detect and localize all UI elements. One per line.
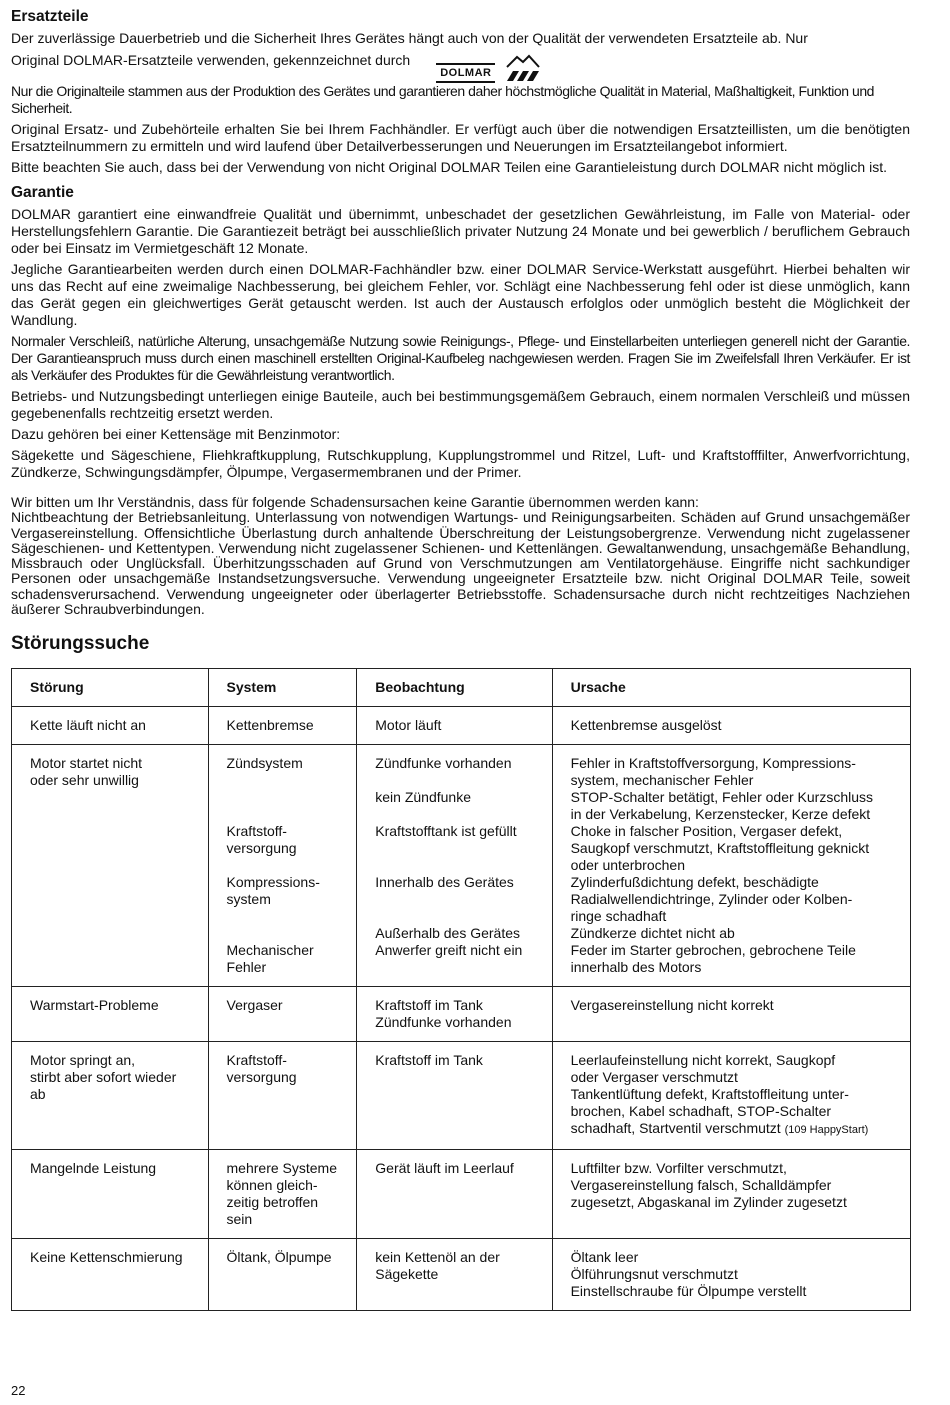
dolmar-logo-text: DOLMAR [436,63,495,83]
troubleshooting-table [11,668,911,1311]
table-row [12,707,911,745]
ersatzteile-paragraph-3: Original Ersatz- und Zubehörteile erhalten Sie bei Ihrem Fachhändler. Er verfügt auch über die notwendigen Ersatzteillisten, um die benötigten Ersatzteilnummern zu ermitteln und wird laufend über Detailverbesserungen und Neuerungen im Ersatzteilangebot informiert. [11,121,910,154]
row1-beobachtung: Motor läuft [375,717,442,734]
ersatzteile-paragraph-4: Bitte beachten Sie auch, dass bei der Verwendung von nicht Original DOLMAR Teilen eine Garantieleistung durch DOLMAR nicht möglich ist. [11,159,887,175]
garantie-paragraph-2: Jegliche Garantiearbeiten werden durch einen DOLMAR-Fachhändler bzw. einer DOLMAR Service-Werkstatt ausgeführt. Hierbei behalten wir uns das Recht auf eine zweimalige Nachbesserung, bei gleichem Fehler, vor. Schlägt eine Nachbesserung fehl oder ist diese unmöglich, kann das Gerät gegen ein gleichwertiges Gerät getauscht werden. Ist auch der Austausch erfolglos oder unmöglich besteht die Möglichkeit der Wandlung. [11,261,910,328]
table-row [12,1150,911,1239]
row3-system: Vergaser [226,997,283,1014]
row5-stoerung: Mangelnde Leistung [30,1160,157,1177]
garantie-paragraph-5: Dazu gehören bei einer Kettensäge mit Benzinmotor: [11,426,341,442]
header-system: System [208,669,357,707]
header-ursache: Ursache [552,669,910,707]
ersatzteile-paragraph-2: Nur die Originalteile stammen aus der Produktion des Gerätes und garantieren daher höchstmögliche Qualität in Material, Maßhaltigkeit, Funktion und Sicherheit. [11,83,875,116]
header-stoerung: Störung [12,669,209,707]
dolmar-logo [436,49,541,83]
garantie-paragraph-1: DOLMAR garantiert eine einwandfreie Qualität und übernimmt, unbeschadet der gesetzlichen Gewährleistung, im Falle von Material- oder Herstellungsfehlern Garantie. Die Garantiezeit beträgt bei ausschließlich privater Nutzung 24 Monate und bei gewerblich / beruflichem Gebrauch oder bei Einsatz im Vermietgeschäft 12 Monate. [11,206,910,256]
row2-ursache: Fehler in Kraftstoffversorgung, Kompressions- system, mechanischer Fehler STOP-Schalter betätigt, Fehler oder Kurzschluss in der Verkabelung, Kerzenstecker, Kerze defekt Choke in falscher Position, Vergaser defekt, Saugkopf verschmutzt, Kraftstoffleitung geknickt oder unterbrochen Zylinderfußdichtung defekt, beschädigte Radialwellendichtringe, Zylinder oder Kolben- ringe schadhaft Zündkerze dichtet nicht ab Feder im Starter gebrochen, gebrochene Teile innerhalb des Motors [570,755,874,976]
row5-system: mehrere Systeme können gleich- zeitig betroffen sein [226,1160,337,1228]
row2-beobachtung: Zündfunke vorhanden kein Zündfunke Kraftstofftank ist gefüllt Innerhalb des Gerätes Außerhalb des Gerätes Anwerfer greift nicht ein [375,755,523,959]
table-header-row [12,669,911,707]
row6-system: Öltank, Ölpumpe [226,1249,332,1266]
ersatzteile-p1-line1: Der zuverlässige Dauerbetrieb und die Sicherheit Ihres Gerätes hängt auch von der Qualität der verwendeten Ersatzteile ab. Nur [11,30,808,46]
garantie-paragraph-6: Sägekette und Sägeschiene, Fliehkraftkupplung, Rutschkupplung, Kupplungstrommel und Ritzel, Luft- und Kraftstofffilter, Anwerfvorrichtung, Zündkerze, Schwingungsdämpfer, Ölpumpe, Vergasermembranen und der Primer. [11,447,910,480]
table-row [12,1239,911,1311]
logo-line [11,47,910,83]
page-number: 22 [11,1383,26,1398]
garantie-paragraph-3: Normaler Verschleiß, natürliche Alterung, unsachgemäße Nutzung sowie Reinigungs-, Pflege- und Einstellarbeiten unterliegen generell nicht der Garantie. Der Garantieanspruch muss durch einen maschinell erstellten Original-Kaufbeleg nachgewiesen werden. Fragen Sie im Zweifelsfall Ihren Verkäufer. Er ist als Verkäufer des Produktes für die Gewährleistung verantwortlich. [11,333,910,383]
row3-stoerung: Warmstart-Probleme [30,997,159,1014]
row4-system: Kraftstoff- versorgung [226,1052,297,1086]
garantie-paragraph-8: Nichtbeachtung der Betriebsanleitung. Unterlassung von notwendigen Wartungs- und Reinigungsarbeiten. Schäden auf Grund unsachgemäßer Vergasereinstellung. Offensichtliche Überlastung durch anhaltende Überschreitung der Leistungsobergrenze. Verwendung nicht zugelassener Sägeschienen- und Kettentypen. Verwendung nicht zugelassener Schienen- und Kettenlängen. Gewaltanwendung, unsachgemäße Behandlung, Missbrauch oder Unglücksfall. Überhitzungsschaden auf Grund von Verschmutzungen am Ventilatorgehäuse. Eingriffe nicht sachkundiger Personen oder unsachgemäße Instandsetzungsversuche. Verwendung ungeeigneter Ersatzteile bzw. nicht Original DOLMAR Teile, soweit schadensverursachend. Verwendung ungeeigneter oder überlagerter Betriebsstoffe. Schadensursache durch nicht rechtzeitiges Nachziehen äußerer Schraubverbindungen. [11,509,910,618]
row1-stoerung: Kette läuft nicht an [30,717,146,734]
manual-page [11,8,910,1311]
section-heading-stoerungssuche: Störungssuche [11,633,150,655]
header-beobachtung: Beobachtung [357,669,552,707]
ersatzteile-paragraph-1 [11,30,910,47]
row4-beobachtung: Kraftstoff im Tank [375,1052,483,1069]
row5-ursache: Luftfilter bzw. Vorfilter verschmutzt, Vergasereinstellung falsch, Schalldämpfer zugesetzt, Abgaskanal im Zylinder zugesetzt [570,1160,847,1211]
garantie-paragraph-4: Betriebs- und Nutzungsbedingt unterliegen einige Bauteile, auch bei bestimmungsgemäßem Gebrauch, einem normalen Verschleiß und müssen gegebenenfalls rechtzeitig ersetzt werden. [11,388,910,421]
ersatzteile-p1-line2: Original DOLMAR-Ersatzteile verwenden, gekennzeichnet durch [11,52,411,68]
row3-beobachtung: Kraftstoff im Tank Zündfunke vorhanden [375,997,512,1031]
dolmar-emblem-icon [505,53,541,83]
section-heading-ersatzteile: Ersatzteile [11,8,89,25]
row6-beobachtung: kein Kettenöl an der Sägekette [375,1249,500,1283]
row2-stoerung: Motor startet nicht oder sehr unwillig [30,755,143,789]
row5-beobachtung: Gerät läuft im Leerlauf [375,1160,514,1177]
happystart-note: (109 HappyStart) [784,1124,869,1137]
garantie-paragraph-7: Wir bitten um Ihr Verständnis, dass für folgende Schadensursachen keine Garantie übernommen werden kann: [11,494,699,510]
row6-ursache: Öltank leer Ölführungsnut verschmutzt Einstellschraube für Ölpumpe verstellt [570,1249,807,1300]
table-row [12,1042,911,1150]
row4-stoerung: Motor springt an, stirbt aber sofort wieder ab [30,1052,177,1103]
row3-ursache: Vergasereinstellung nicht korrekt [570,997,774,1014]
row2-system: Zündsystem Kraftstoff- versorgung Kompressions- system Mechanischer Fehler [226,755,320,976]
table-row [12,745,911,987]
row4-ursache: Leerlaufeinstellung nicht korrekt, Saugkopf oder Vergaser verschmutzt Tankentlüftung defekt, Kraftstoffleitung unter- brochen, Kabel schadhaft, STOP-Schalter schadhaft, Startventil verschmutzt (109 HappyStart) [570,1052,869,1137]
garantie-exclusions [11,495,910,617]
row1-system: Kettenbremse [226,717,314,734]
table-row [12,987,911,1042]
row1-ursache: Kettenbremse ausgelöst [570,717,722,734]
section-heading-garantie: Garantie [11,184,74,201]
row6-stoerung: Keine Kettenschmierung [30,1249,183,1266]
